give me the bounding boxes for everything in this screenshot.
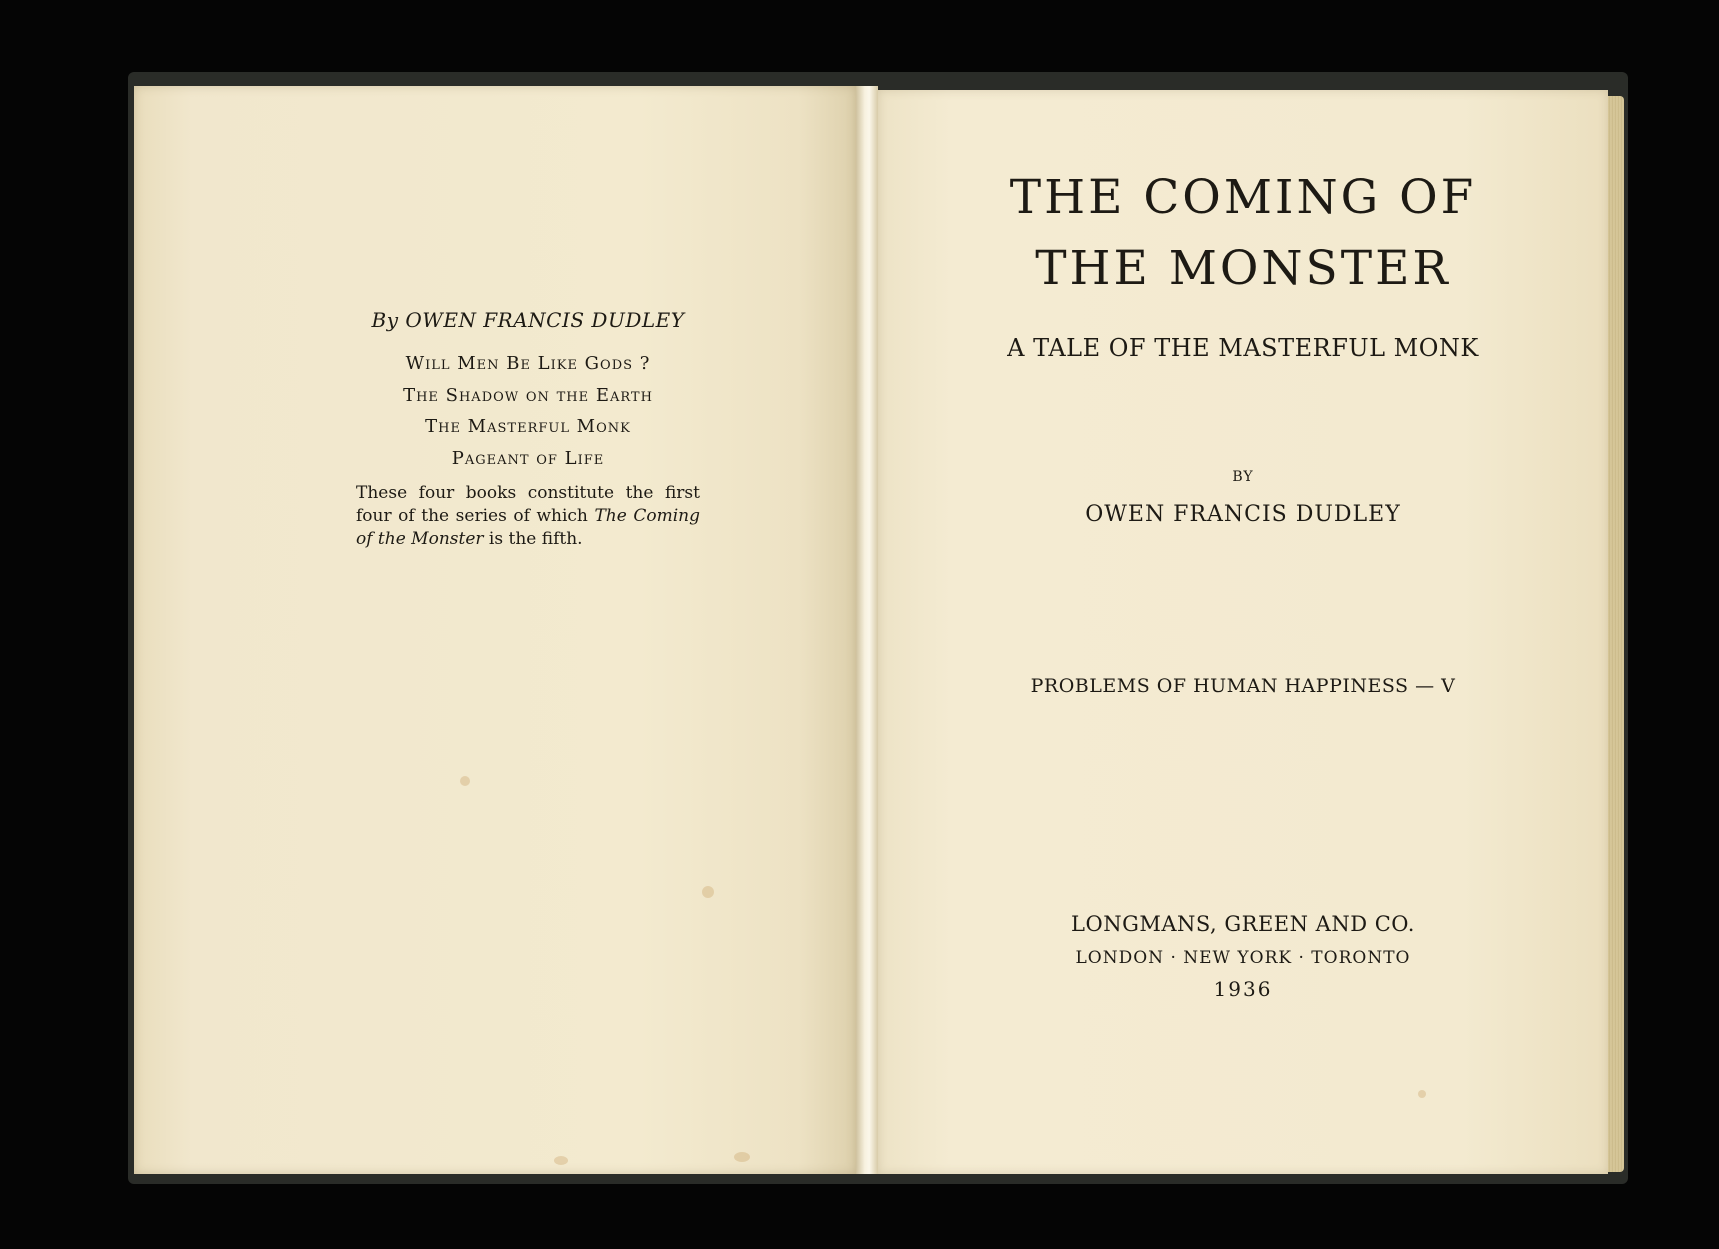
paper-stain (1418, 1090, 1426, 1098)
publication-year: 1936 (1213, 977, 1273, 1001)
series-title: PROBLEMS OF HUMAN HAPPINESS — V (1030, 675, 1456, 697)
series-note-text: These four books constitute the first four of the series of which (356, 483, 700, 526)
book-gutter (856, 86, 878, 1174)
by-label: BY (1232, 469, 1254, 485)
title-line-1: THE COMING OF (1009, 170, 1477, 225)
list-item: The Shadow on the Earth (403, 384, 653, 406)
series-note-title: The Coming of the Monster (356, 506, 700, 549)
paper-stain (734, 1152, 750, 1162)
title-page (878, 90, 1608, 1174)
paper-stain (554, 1156, 568, 1165)
book-subtitle: A TALE OF THE MASTERFUL MONK (1007, 334, 1479, 362)
by-author-heading: By OWEN FRANCIS DUDLEY (371, 308, 685, 332)
title-line-2: THE MONSTER (1035, 241, 1451, 296)
book-title (878, 162, 1608, 304)
list-item: Pageant of Life (451, 447, 605, 469)
paper-stain (702, 886, 714, 898)
author-name: OWEN FRANCIS DUDLEY (1085, 502, 1401, 527)
series-note-end: is the fifth. (483, 529, 583, 549)
other-works-block (356, 308, 700, 568)
paper-stain (460, 776, 470, 786)
book-list (356, 348, 700, 474)
list-item: Will Men Be Like Gods ? (405, 353, 651, 374)
page-edges (1608, 96, 1624, 1172)
series-note (356, 482, 700, 551)
list-item: The Masterful Monk (425, 416, 631, 437)
publisher-cities: LONDON · NEW YORK · TORONTO (1075, 948, 1411, 968)
left-page (134, 86, 856, 1174)
publisher-name: LONGMANS, GREEN AND CO. (1071, 912, 1415, 936)
